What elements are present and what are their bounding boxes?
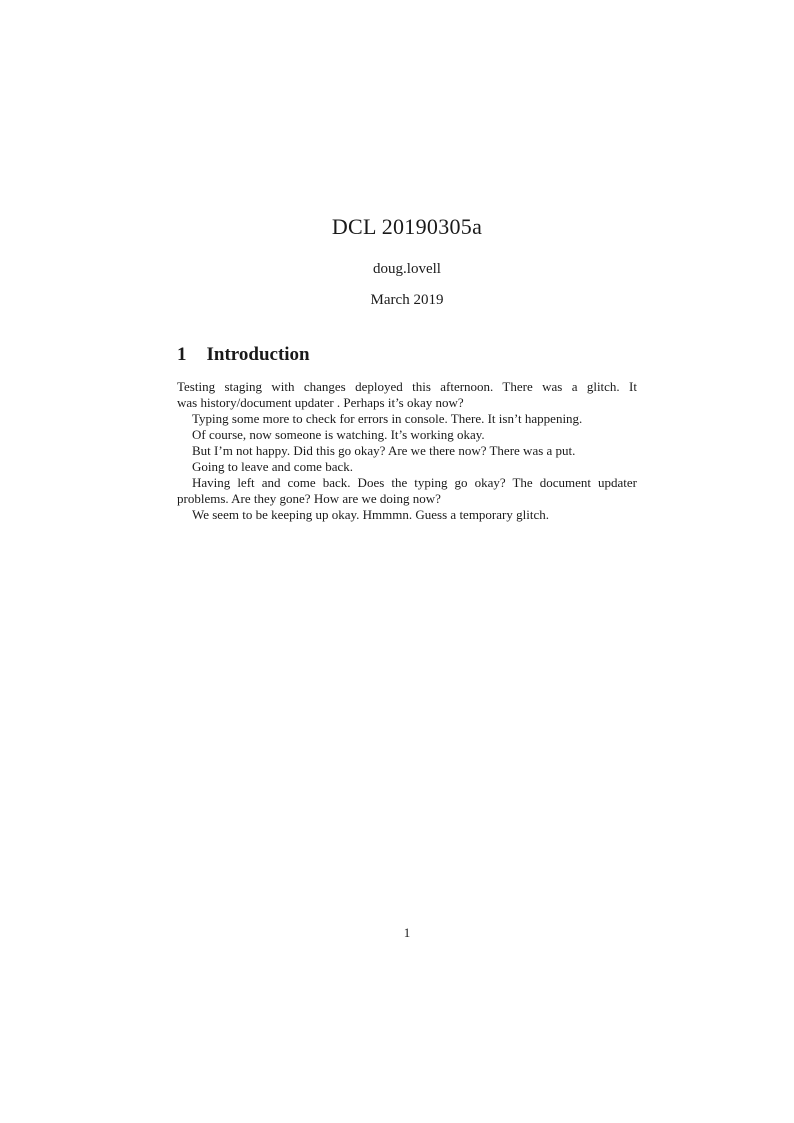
body-line: Typing some more to check for errors in console. There. It isn’t happening. xyxy=(192,411,583,426)
body-line: problems. Are they gone? How are we doing now? xyxy=(177,491,441,506)
body-line: We seem to be keeping up okay. Hmmmn. Guess a temporary glitch. xyxy=(192,507,549,522)
body-line: Going to leave and come back. xyxy=(192,459,353,474)
body-line: But I’m not happy. Did this go okay? Are we there now? There was a put. xyxy=(192,443,576,458)
document-author: doug.lovell xyxy=(373,261,441,277)
text-block xyxy=(177,0,637,1123)
page-number: 1 xyxy=(403,925,411,940)
body-line: Of course, now someone is watching. It’s working okay. xyxy=(192,427,485,442)
body-line: Testing staging with changes deployed this afternoon. There was a glitch. It xyxy=(177,379,637,394)
section-number: 1 xyxy=(177,344,187,365)
section-heading xyxy=(177,345,637,366)
document-title: DCL 20190305a xyxy=(331,214,483,239)
document-date: March 2019 xyxy=(370,292,444,308)
body-line: Having left and come back. Does the typing go okay? The document updater xyxy=(192,475,637,490)
body-line: was history/document updater . Perhaps it’s okay now? xyxy=(177,395,464,410)
section-title: Introduction xyxy=(206,344,310,365)
body-text xyxy=(177,379,637,523)
